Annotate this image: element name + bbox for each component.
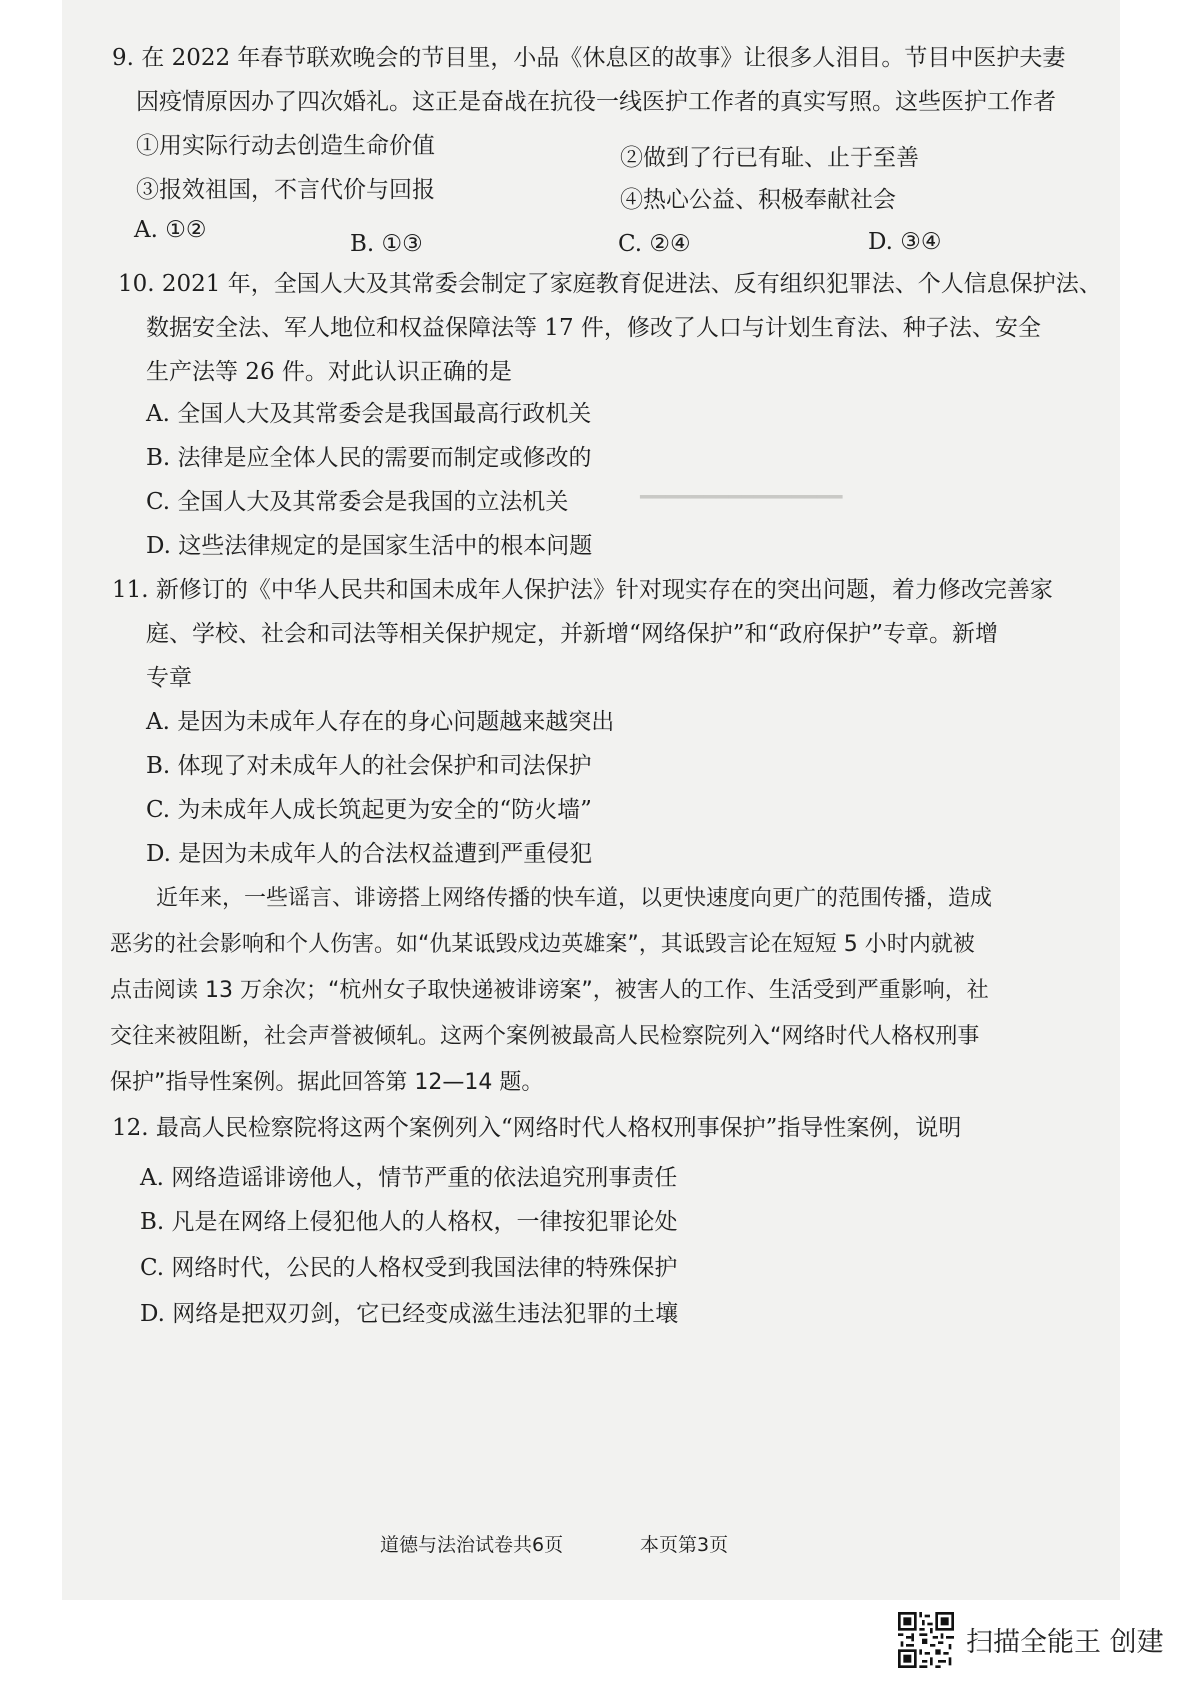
- q9-stem-line2: 因疫情原因办了四次婚礼。这正是奋战在抗役一线医护工作者的真实写照。这些医护工作者: [136, 89, 1056, 115]
- q10-option-a: A. 全国人大及其常委会是我国最高行政机关: [146, 401, 592, 427]
- bleed-through-shadow: ━━━━━━━━━━━━━━━━: [640, 485, 843, 509]
- q12-option-a: A. 网络造谣诽谤他人，情节严重的依法追究刑事责任: [140, 1165, 678, 1191]
- footer-page-info: 本页第3页: [640, 1534, 729, 1556]
- passage-line3: 点击阅读 13 万余次；“杭州女子取快递被诽谤案”，被害人的工作、生活受到严重影响，社: [110, 978, 989, 1003]
- q10-option-b: B. 法律是应全体人民的需要而制定或修改的: [146, 445, 592, 471]
- q11-option-a: A. 是因为未成年人存在的身心问题越来越突出: [146, 709, 615, 735]
- q12-option-c: C. 网络时代，公民的人格权受到我国法律的特殊保护: [140, 1255, 678, 1281]
- passage-line2: 恶劣的社会影响和个人伤害。如“仇某诋毁戍边英雄案”，其诋毁言论在短短 5 小时内就被: [110, 932, 975, 957]
- q9-option-d: D. ③④: [868, 229, 942, 255]
- q11-option-b: B. 体现了对未成年人的社会保护和司法保护: [146, 753, 592, 779]
- q9-option-a: A. ①②: [134, 217, 207, 243]
- q10-option-c: C. 全国人大及其常委会是我国的立法机关: [146, 489, 569, 515]
- q9-statement-3: ③报效祖国，不言代价与回报: [136, 177, 435, 203]
- q12-option-d: D. 网络是把双刃剑，它已经变成滋生违法犯罪的土壤: [140, 1301, 679, 1327]
- passage-line5: 保护”指导性案例。据此回答第 12—14 题。: [110, 1070, 544, 1095]
- q11-stem-line3: 专章: [146, 665, 192, 691]
- q11-option-c: C. 为未成年人成长筑起更为安全的“防火墙”: [146, 797, 592, 823]
- q11-option-d: D. 是因为未成年人的合法权益遭到严重侵犯: [146, 841, 593, 867]
- q10-option-d: D. 这些法律规定的是国家生活中的根本问题: [146, 533, 593, 559]
- q9-stem-line1: 9. 在 2022 年春节联欢晚会的节目里，小品《休息区的故事》让很多人泪目。节目中医护夫妻: [112, 45, 1066, 71]
- q10-stem-line1: 10. 2021 年，全国人大及其常委会制定了家庭教育促进法、反有组织犯罪法、个人信息保护法、: [118, 271, 1102, 297]
- qr-code-icon: [898, 1612, 954, 1668]
- q9-statement-2: ②做到了行已有耻、止于至善: [620, 145, 919, 171]
- q11-stem-line1: 11. 新修订的《中华人民共和国未成年人保护法》针对现实存在的突出问题，着力修改完善家: [112, 577, 1053, 603]
- q9-option-b: B. ①③: [350, 231, 423, 257]
- scanner-watermark-brand: 扫描全能王 创建: [966, 1627, 1164, 1658]
- q9-statement-1: ①用实际行动去创造生命价值: [136, 133, 435, 159]
- q9-option-c: C. ②④: [618, 231, 691, 257]
- q9-statement-4: ④热心公益、积极奉献社会: [620, 187, 896, 213]
- footer-exam-info: 道德与法治试卷共6页: [380, 1534, 564, 1556]
- q12-option-b: B. 凡是在网络上侵犯他人的人格权，一律按犯罪论处: [140, 1209, 678, 1235]
- q12-stem: 12. 最高人民检察院将这两个案例列入“网络时代人格权刑事保护”指导性案例，说明: [112, 1115, 962, 1141]
- q11-stem-line2: 庭、学校、社会和司法等相关保护规定，并新增“网络保护”和“政府保护”专章。新增: [146, 621, 999, 647]
- passage-line4: 交往来被阻断，社会声誉被倾轧。这两个案例被最高人民检察院列入“网络时代人格权刑事: [110, 1024, 980, 1049]
- q10-stem-line3: 生产法等 26 件。对此认识正确的是: [146, 359, 512, 385]
- passage-line1: 近年来，一些谣言、诽谤搭上网络传播的快车道，以更快速度向更广的范围传播，造成: [156, 886, 993, 911]
- q10-stem-line2: 数据安全法、军人地位和权益保障法等 17 件，修改了人口与计划生育法、种子法、安全: [146, 315, 1041, 341]
